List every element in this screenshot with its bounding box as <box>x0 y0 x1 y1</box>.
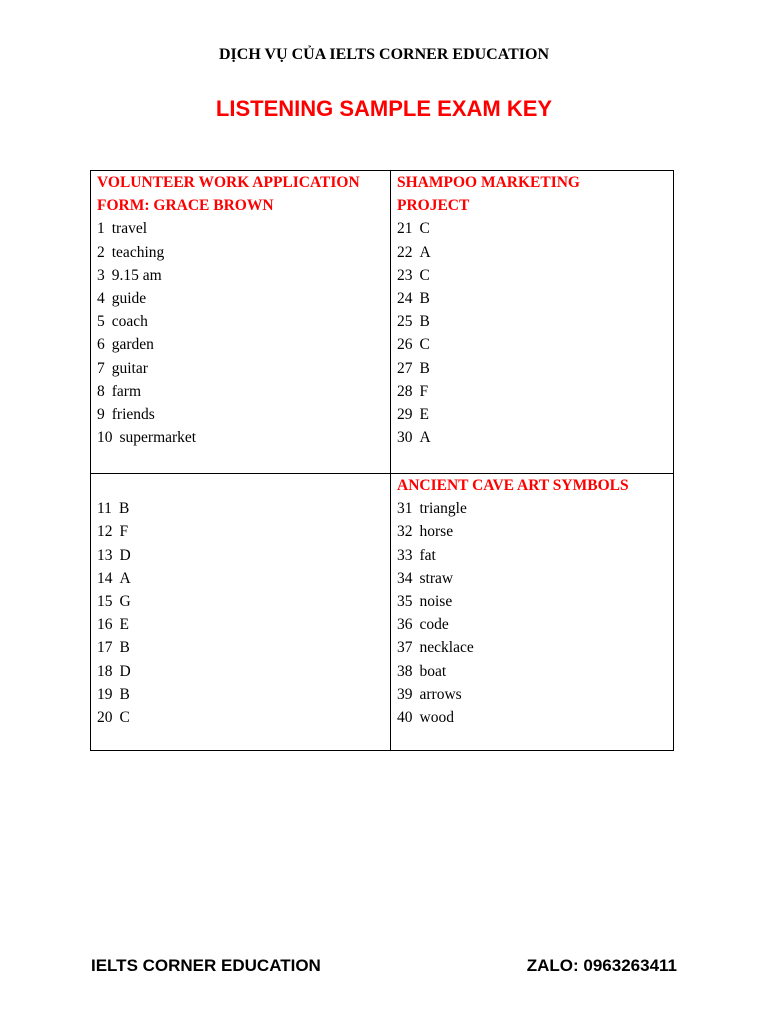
answer-text: horse <box>419 523 454 541</box>
answer-item <box>97 403 384 426</box>
table-row <box>91 474 674 751</box>
answer-text: E <box>419 406 429 424</box>
answer-item <box>97 706 384 729</box>
answer-text: guitar <box>111 359 148 377</box>
answer-text: triangle <box>419 500 467 518</box>
answer-item <box>97 241 384 264</box>
answer-text: B <box>419 359 430 377</box>
answer-item <box>397 380 667 403</box>
question-number: 10 <box>97 429 113 447</box>
answer-text: travel <box>111 220 148 238</box>
question-number: 1 <box>97 220 105 238</box>
question-number: 36 <box>397 616 413 634</box>
answer-text: B <box>119 685 130 703</box>
question-number: 14 <box>97 569 113 587</box>
answer-item <box>97 636 384 659</box>
answer-item <box>397 544 667 567</box>
answer-key-table <box>90 170 674 751</box>
answer-item <box>97 590 384 613</box>
answer-item <box>397 333 667 356</box>
answer-text: teaching <box>111 243 165 261</box>
answer-text: B <box>419 290 430 308</box>
answer-text: G <box>119 593 131 610</box>
section-3-cell <box>391 171 674 474</box>
answer-text: boat <box>419 662 447 680</box>
answer-text: A <box>119 569 131 587</box>
answer-text: coach <box>111 313 148 331</box>
answer-text: B <box>118 500 130 518</box>
answer-item <box>397 310 667 333</box>
question-number: 15 <box>97 593 113 610</box>
section-1-answers <box>97 217 384 449</box>
question-number: 8 <box>97 382 105 400</box>
answer-text: C <box>419 220 430 238</box>
answer-item <box>397 567 667 590</box>
section-4-title: ANCIENT CAVE ART SYMBOLS <box>397 477 629 494</box>
question-number: 23 <box>397 266 413 284</box>
answer-text: friends <box>111 406 155 424</box>
question-number: 7 <box>97 359 105 377</box>
question-number: 3 <box>97 266 105 284</box>
question-number: 20 <box>97 709 113 727</box>
page-header: DỊCH VỤ CỦA IELTS CORNER EDUCATION <box>219 46 549 63</box>
question-number: 32 <box>397 523 413 541</box>
answer-item <box>397 613 667 636</box>
answer-text: E <box>119 616 129 634</box>
answer-item <box>97 310 384 333</box>
question-number: 16 <box>97 616 113 634</box>
question-number: 9 <box>97 406 105 424</box>
answer-text: farm <box>111 382 142 400</box>
answer-text: supermarket <box>119 429 197 447</box>
answer-text: arrows <box>419 685 462 703</box>
answer-item <box>97 520 384 543</box>
section-2-cell <box>91 474 391 751</box>
question-number: 34 <box>397 569 413 587</box>
answer-text: B <box>119 639 130 657</box>
answer-text: D <box>119 662 131 680</box>
answer-item <box>97 380 384 403</box>
question-number: 24 <box>397 290 413 308</box>
answer-item <box>97 333 384 356</box>
question-number: 26 <box>397 336 413 354</box>
answer-text: code <box>419 616 449 634</box>
answer-item <box>97 287 384 310</box>
section-1-cell <box>91 171 391 474</box>
answer-item <box>397 403 667 426</box>
question-number: 27 <box>397 359 413 377</box>
answer-text: A <box>419 429 431 447</box>
answer-item <box>97 497 384 520</box>
question-number: 22 <box>397 243 413 261</box>
page-title: LISTENING SAMPLE EXAM KEY <box>215 96 553 121</box>
question-number: 31 <box>397 500 413 518</box>
table-row <box>91 171 674 474</box>
question-number: 18 <box>97 662 113 680</box>
answer-item <box>397 217 667 240</box>
question-number: 33 <box>397 546 413 564</box>
question-number: 35 <box>397 593 413 611</box>
answer-text: noise <box>419 593 453 611</box>
answer-text: F <box>419 382 429 400</box>
answer-item <box>397 497 667 520</box>
question-number: 29 <box>397 406 413 424</box>
answer-item <box>397 426 667 449</box>
answer-item <box>97 683 384 706</box>
answer-item <box>97 660 384 683</box>
question-number: 17 <box>97 639 113 657</box>
answer-text: A <box>419 243 431 261</box>
question-number: 37 <box>397 639 413 657</box>
footer-brand: IELTS CORNER EDUCATION <box>91 956 321 975</box>
question-number: 6 <box>97 336 105 354</box>
answer-item <box>397 357 667 380</box>
answer-item <box>397 660 667 683</box>
answer-text: C <box>419 336 430 354</box>
answer-text: wood <box>419 709 454 727</box>
answer-item <box>397 264 667 287</box>
question-number: 39 <box>397 685 413 703</box>
question-number: 28 <box>397 382 413 400</box>
question-number: 12 <box>97 523 113 541</box>
section-4-cell <box>391 474 674 751</box>
answer-item <box>97 544 384 567</box>
question-number: 19 <box>97 685 113 703</box>
section-1-title-line1: VOLUNTEER WORK APPLICATION <box>97 174 360 191</box>
section-3-answers <box>397 217 667 449</box>
section-4-answers <box>397 497 667 729</box>
answer-item <box>97 264 384 287</box>
answer-text: F <box>119 523 129 541</box>
answer-item <box>397 636 667 659</box>
section-1-title-line2: FORM: GRACE BROWN <box>97 197 274 215</box>
answer-text: C <box>119 709 130 727</box>
answer-item <box>397 590 667 613</box>
section-2-answers <box>97 474 384 729</box>
question-number: 30 <box>397 429 413 447</box>
question-number: 25 <box>397 313 413 331</box>
answer-item <box>397 706 667 729</box>
answer-text: fat <box>419 546 436 564</box>
answer-text: straw <box>419 569 454 587</box>
answer-item <box>97 613 384 636</box>
answer-item <box>97 217 384 240</box>
answer-item <box>97 426 384 449</box>
section-3-title-line2: PROJECT <box>397 197 470 215</box>
answer-item <box>397 241 667 264</box>
question-number: 40 <box>397 709 413 727</box>
question-number: 5 <box>97 313 105 331</box>
answer-text: garden <box>111 336 154 354</box>
section-3-title-line1: SHAMPOO MARKETING <box>397 174 580 191</box>
answer-text: guide <box>111 290 147 308</box>
question-number: 4 <box>97 290 105 308</box>
answer-item <box>397 287 667 310</box>
answer-text: necklace <box>419 639 474 657</box>
answer-text: C <box>419 266 430 284</box>
answer-item <box>97 567 384 590</box>
footer-contact: ZALO: 0963263411 <box>526 956 677 975</box>
answer-item <box>397 683 667 706</box>
answer-text: B <box>419 313 430 331</box>
question-number: 2 <box>97 243 105 261</box>
answer-item <box>397 520 667 543</box>
question-number: 38 <box>397 662 413 680</box>
question-number: 13 <box>97 546 113 564</box>
answer-text: 9.15 am <box>111 266 162 284</box>
answer-item <box>97 357 384 380</box>
question-number: 21 <box>397 220 413 238</box>
answer-text: D <box>119 546 131 564</box>
question-number: 11 <box>97 500 112 518</box>
